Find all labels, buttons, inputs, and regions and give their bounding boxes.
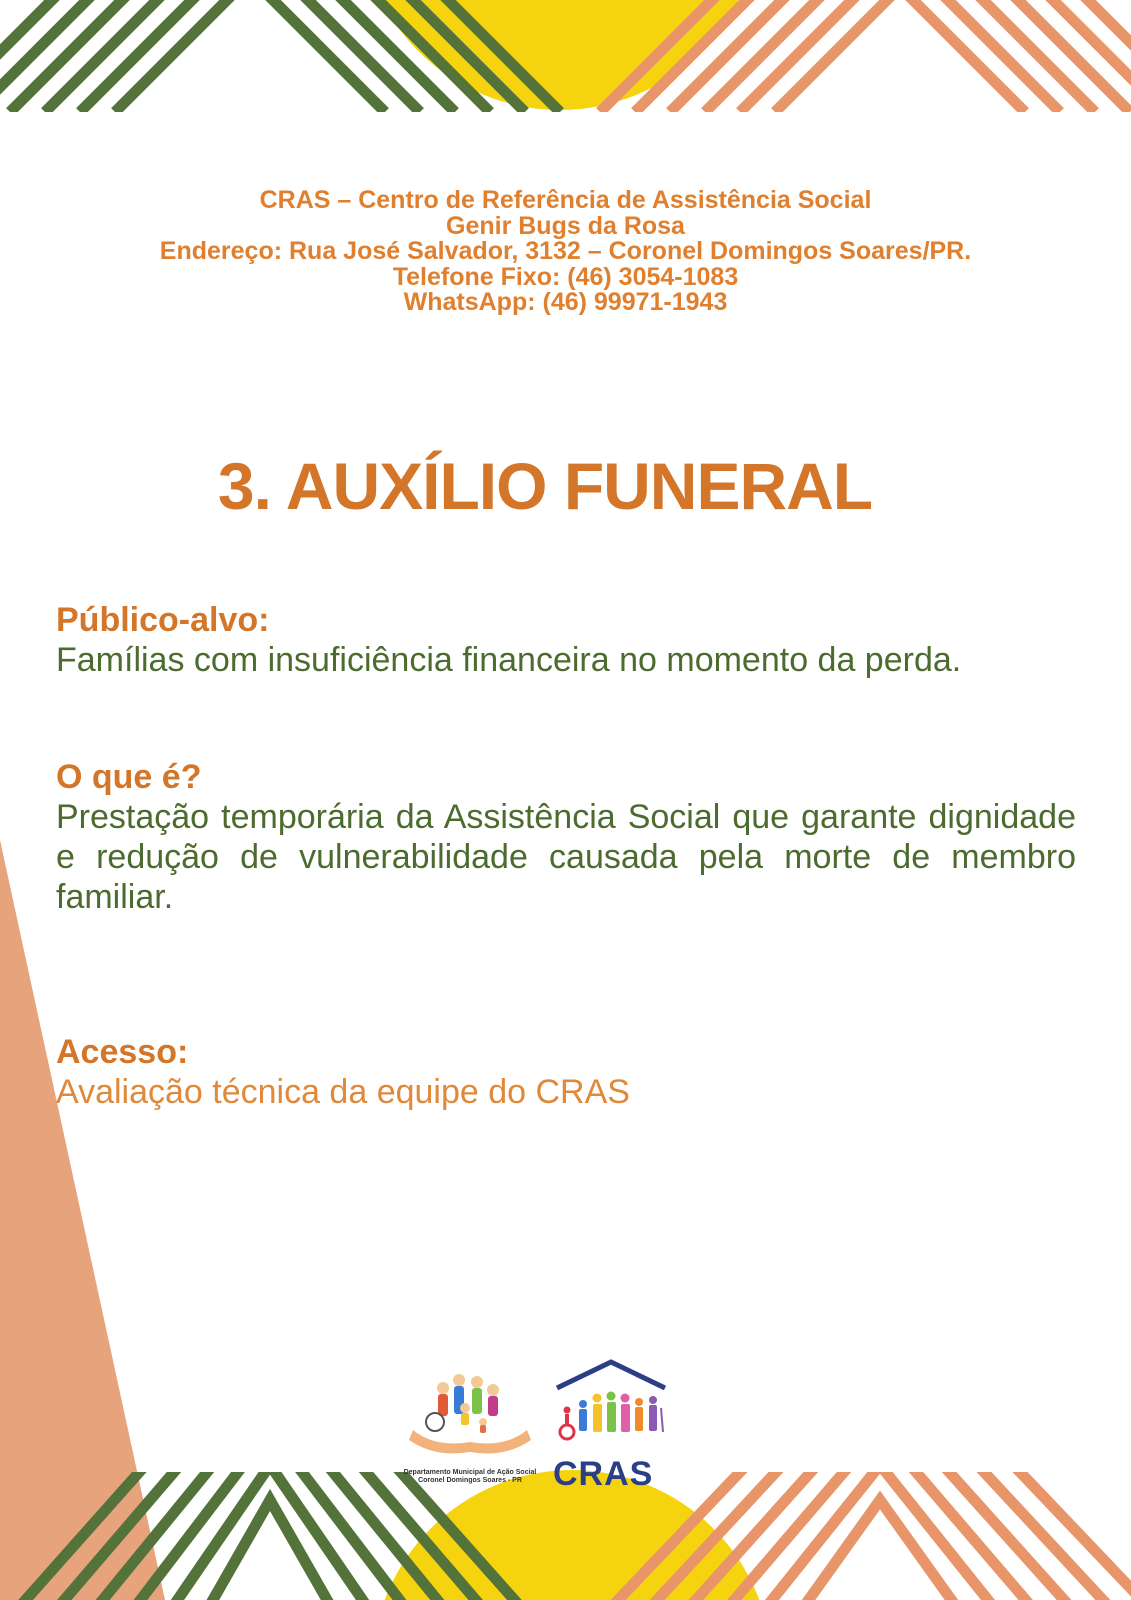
cras-logo-label: CRAS [553,1455,654,1493]
oque-text: Prestação temporária da Assistência Social que garante dignidade e redução de vulnerabilidade causada pela morte de membro familiar. [56,798,1076,916]
header-phone: Telefone Fixo: (46) 3054-1083 [392,262,739,291]
department-caption-line1: Departamento Municipal de Ação Social [403,1469,537,1476]
header-org-name: CRAS – Centro de Referência de Assistência Social [259,186,872,214]
header-address: Endereço: Rua José Salvador, 3132 – Coronel Domingos Soares/PR. [159,237,972,265]
section-o-que-e [56,757,1076,917]
header-whatsapp: WhatsApp: (46) 99971-1943 [403,288,728,316]
cras-logo [553,1358,673,1446]
left-peach-triangle [0,840,165,1600]
logos-footer [395,1370,685,1500]
department-caption [395,1469,545,1485]
acesso-text: Avaliação técnica da equipe do CRAS [56,1073,630,1111]
contact-header [0,188,1131,316]
publico-text: Famílias com insuficiência financeira no momento da perda. [56,641,962,679]
oque-label: O que é? [56,758,202,796]
publico-label: Público-alvo: [56,601,270,639]
acesso-label: Acesso: [56,1033,189,1071]
page-title: 3. AUXÍLIO FUNERAL [217,449,873,523]
department-logo [395,1370,545,1468]
section-acesso [56,1032,1096,1112]
header-unit-name: Genir Bugs da Rosa [446,211,685,240]
department-caption-line2: Coronel Domingos Soares - PR [418,1477,522,1484]
section-publico-alvo [56,600,1096,680]
